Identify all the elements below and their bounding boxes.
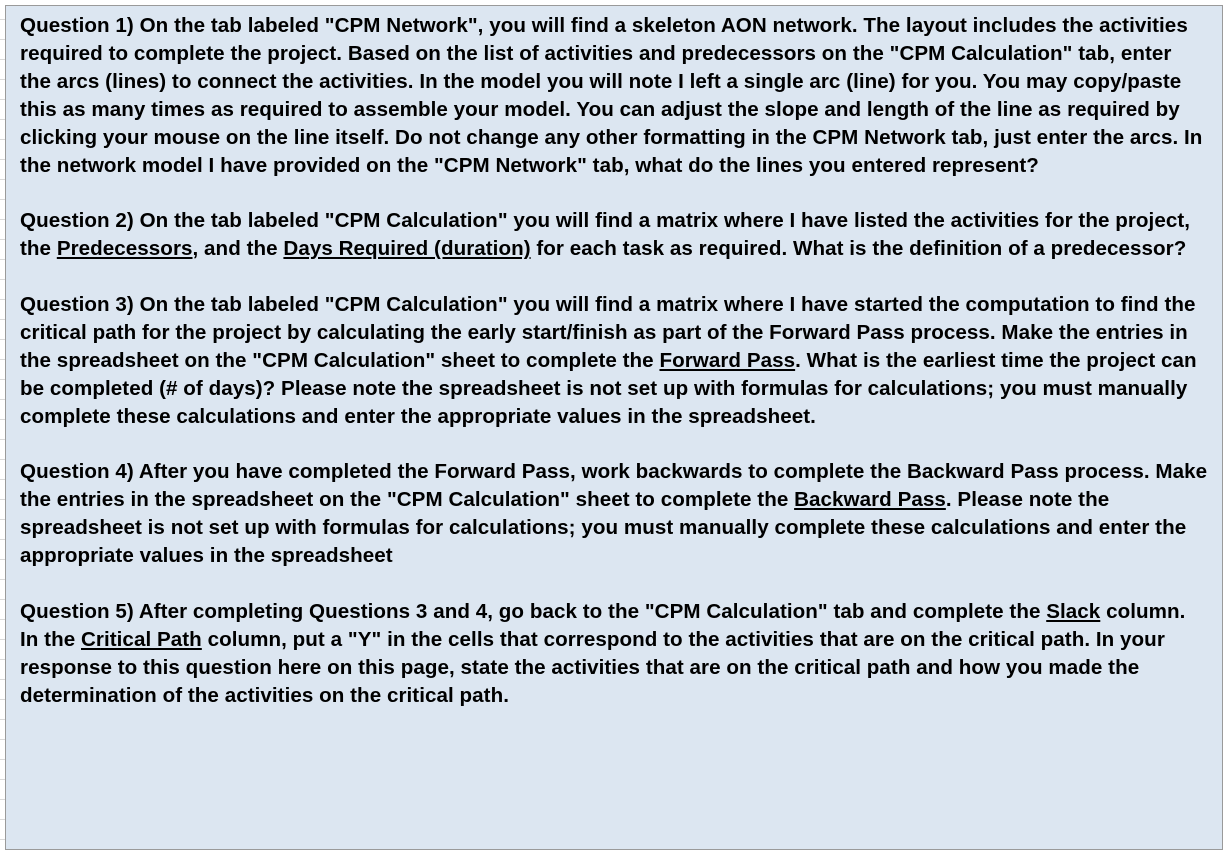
question-2-text: , and the: [192, 237, 284, 261]
question-4-text: Question 4) After you have completed the Forward Pass, work backwards to complete the Backward Pass process. Make the entries in the spreadsheet on the "CPM Calculation" sheet to complete the: [20, 460, 1208, 512]
questions-text-box[interactable]: [5, 5, 1223, 850]
question-4: [20, 458, 1208, 570]
days-required-term: Days Required (duration): [283, 237, 531, 261]
question-5-text: Question 5) After completing Questions 3 and 4, go back to the "CPM Calculation" tab and complete the: [20, 599, 1047, 623]
question-3-text: . What is the earliest time the project can be completed (# of days)? Please note the spreadsheet is not set up with formulas for calculations; you must manually complete these calculations and enter the appropriate values in the spreadsheet.: [20, 348, 1197, 428]
predecessors-term: Predecessors: [56, 237, 193, 261]
question-2-text: for each task as required. What is the definition of a predecessor?: [530, 237, 1187, 261]
question-5-text: column. In the: [20, 599, 1186, 651]
question-3: [20, 291, 1208, 431]
question-4-text: . Please note the spreadsheet is not set up with formulas for calculations; you must manually complete these calculations and enter the appropriate values in the spreadsheet: [20, 488, 1187, 568]
slack-term: Slack: [1046, 599, 1101, 623]
question-5: [20, 598, 1208, 710]
question-1-text: Question 1) On the tab labeled "CPM Network", you will find a skeleton AON network. The layout includes the activities required to complete the project. Based on the list of activities and predecessors on the "CPM Calculation" tab, enter the arcs (lines) to connect the activities. In the model you will note I left a single arc (line) for you. You may copy/paste this as many times as required to assemble your model. You can adjust the slope and length of the line as required by clicking your mouse on the line itself. Do not change any other formatting in the CPM Network tab, just enter the arcs. In the network model I have provided on the "CPM Network" tab, what do the lines you entered represent?: [20, 14, 1203, 177]
question-5-text: column, put a "Y" in the cells that correspond to the activities that are on the critical path. In your response to this question here on this page, state the activities that are on the critical path and how you made the determination of the activities on the critical path.: [20, 627, 1165, 707]
forward-pass-term: Forward Pass: [659, 348, 796, 372]
backward-pass-term: Backward Pass: [794, 488, 946, 512]
question-3-text: Question 3) On the tab labeled "CPM Calculation" you will find a matrix where I have started the computation to find the critical path for the project by calculating the early start/finish as part of the Forward Pass process. Make the entries in the spreadsheet on the "CPM Calculation" sheet to complete the: [20, 293, 1196, 372]
critical-path-term: Critical Path: [81, 627, 202, 651]
question-1: [20, 12, 1208, 179]
question-2-text: Question 2) On the tab labeled "CPM Calculation" you will find a matrix where I have listed the activities for the project, the: [20, 209, 1191, 261]
question-2: [20, 207, 1208, 263]
